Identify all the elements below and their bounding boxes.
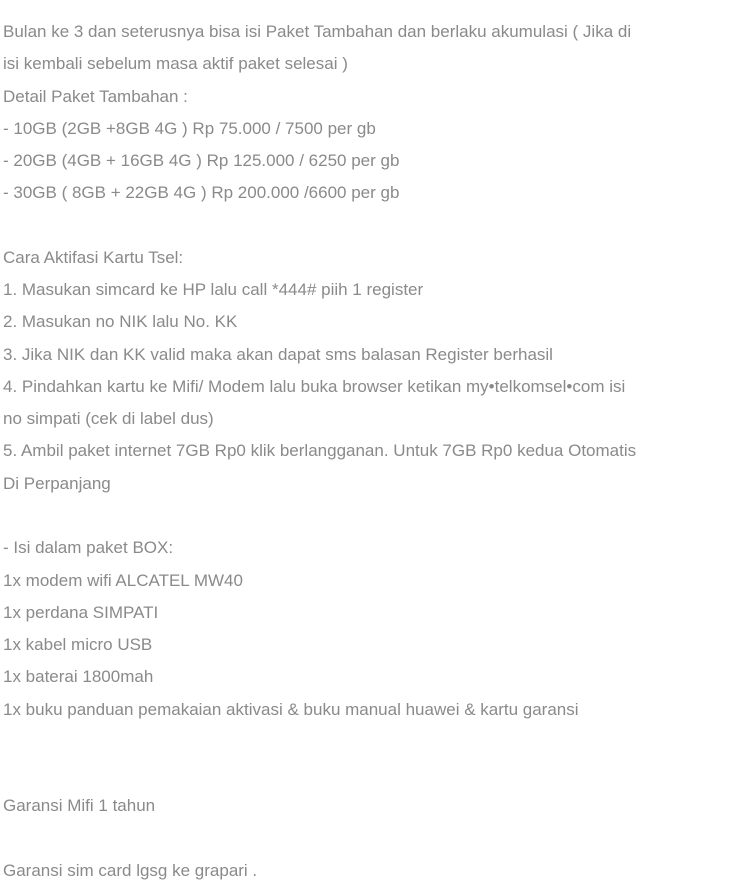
description-line: 4. Pindahkan kartu ke Mifi/ Modem lalu buka browser ketikan my•telkomsel•com isi [3, 376, 626, 396]
description-line: - 10GB (2GB +8GB 4G ) Rp 75.000 / 7500 per gb [3, 118, 376, 138]
description-line: Di Perpanjang [3, 473, 111, 493]
description-line: Detail Paket Tambahan : [3, 86, 188, 106]
description-line: - 30GB ( 8GB + 22GB 4G ) Rp 200.000 /6600 per gb [3, 183, 400, 203]
description-line: 1x baterai 1800mah [3, 667, 154, 687]
description-line: Garansi Mifi 1 tahun [3, 796, 156, 816]
description-line [3, 210, 750, 242]
description-line: 1x kabel micro USB [3, 635, 153, 655]
description-line: no simpati (cek di label dus) [3, 409, 214, 429]
description-line: 2. Masukan no NIK lalu No. KK [3, 312, 238, 332]
description-line [3, 500, 750, 532]
description-line: - 20GB (4GB + 16GB 4G ) Rp 125.000 / 6250 per gb [3, 151, 400, 171]
description-line: 5. Ambil paket internet 7GB Rp0 klik berlangganan. Untuk 7GB Rp0 kedua Otomatis [3, 441, 637, 461]
description-line: 1x perdana SIMPATI [3, 602, 159, 622]
description-line: 1. Masukan simcard ke HP lalu call *444# piih 1 register [3, 280, 424, 300]
description-line: - Isi dalam paket BOX: [3, 538, 174, 558]
description-line [3, 726, 750, 758]
description-line: 3. Jika NIK dan KK valid maka akan dapat sms balasan Register berhasil [3, 344, 553, 364]
description-line: Bulan ke 3 dan seterusnya bisa isi Paket Tambahan dan berlaku akumulasi ( Jika di [3, 22, 632, 41]
description-line: 1x buku panduan pemakaian aktivasi & buku manual huawei & kartu garansi [3, 699, 579, 719]
description-line: Garansi sim card lgsg ke grapari . [3, 860, 258, 880]
description-line [3, 823, 750, 855]
description-line: 1x modem wifi ALCATEL MW40 [3, 570, 243, 590]
description-line [3, 758, 750, 790]
description-line: Cara Aktifasi Kartu Tsel: [3, 247, 184, 267]
description-line: isi kembali sebelum masa aktif paket selesai ) [3, 54, 348, 74]
